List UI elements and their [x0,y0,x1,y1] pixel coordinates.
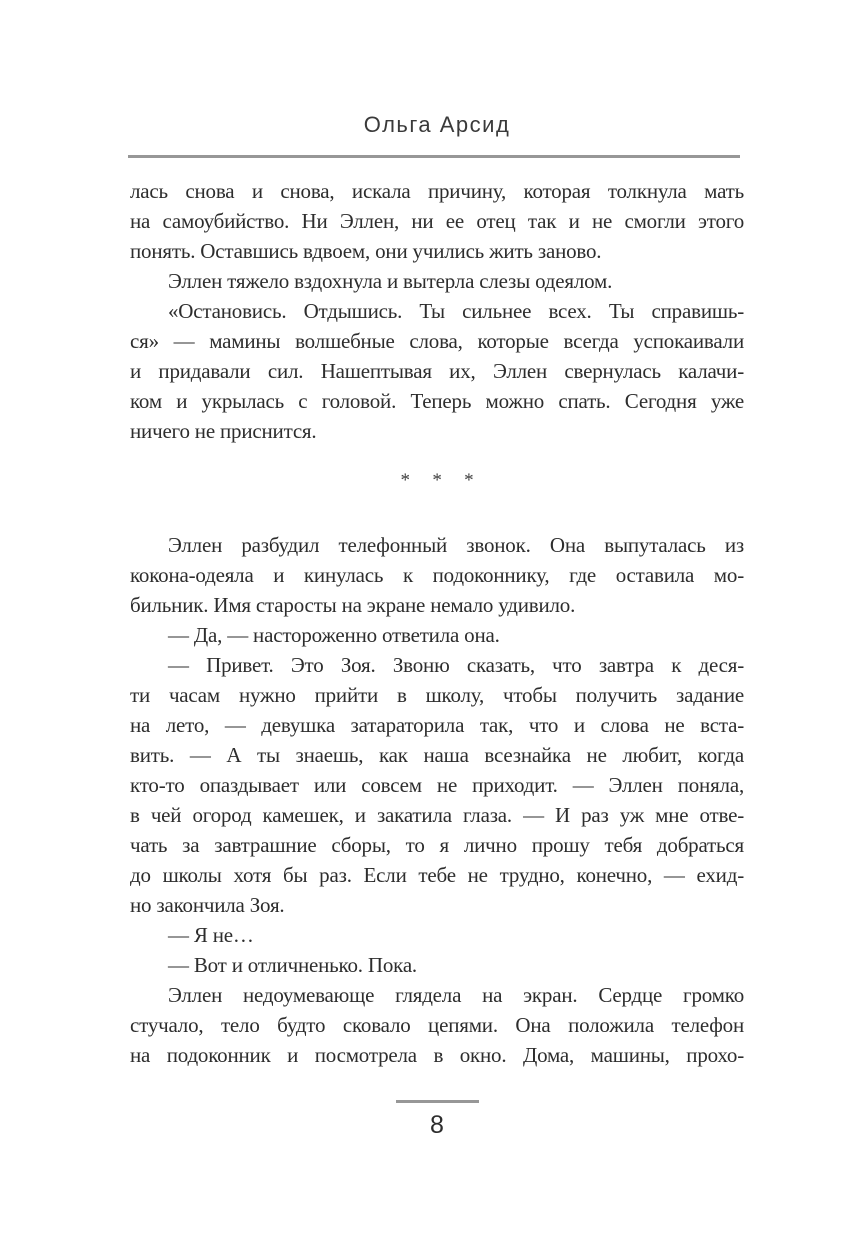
text-line: и придавали сил. Нашептывая их, Эллен свернулась калачи- [130,359,744,383]
text-line: — Вот и отличненько. Пока. [168,953,417,977]
text-line: стучало, тело будто сковало цепями. Она положила телефон [130,1013,744,1037]
text-line: кокона-одеяла и кинулась к подоконнику, где оставила мо- [130,563,744,587]
text-line: лась снова и снова, искала причину, которая толкнула мать [130,179,744,203]
text-line: кто-то опаздывает или совсем не приходит. — Эллен поняла, [130,773,744,797]
text-line: но закончила Зоя. [130,893,285,917]
body-text [130,176,744,1070]
text-line: вить. — А ты знаешь, как наша всезнайка не любит, когда [130,743,744,767]
text-line: на самоубийство. Ни Эллен, ни ее отец так и не смогли этого [130,209,744,233]
running-header-author: Ольга Арсид [363,112,511,137]
text-line: — Привет. Это Зоя. Звоню сказать, что завтра к деся- [168,653,744,677]
text-line: — Я не… [168,923,254,947]
text-line: ком и укрылась с головой. Теперь можно спать. Сегодня уже [130,389,744,413]
text-line: до школы хотя бы раз. Если тебе не трудно, конечно, — ехид- [130,863,744,887]
text-line: Эллен недоумевающе глядела на экран. Сердце громко [168,983,744,1007]
text-line: бильник. Имя старосты на экране немало удивило. [130,593,576,617]
text-line: Эллен тяжело вздохнула и вытерла слезы одеялом. [168,269,613,293]
text-line: чать за завтрашние сборы, то я лично прошу тебя добраться [130,833,744,857]
page-number: 8 [430,1111,444,1139]
text-line: Эллен разбудил телефонный звонок. Она выпуталась из [168,533,744,557]
text-line: — Да, — настороженно ответила она. [168,623,500,647]
text-line: ся» — мамины волшебные слова, которые всегда успокаивали [130,329,744,353]
header-rule [128,155,740,158]
text-line: на подоконник и посмотрела в окно. Дома, машины, прохо- [130,1043,744,1067]
text-line: на лето, — девушка затараторила так, что и слова не вста- [130,713,744,737]
section-separator: * * * [400,470,474,491]
footer-rule [396,1100,479,1103]
text-line: ти часам нужно прийти в школу, чтобы получить задание [130,683,744,707]
text-line: ничего не приснится. [130,419,317,443]
text-line: в чей огород камешек, и закатила глаза. — И раз уж мне отве- [130,803,744,827]
text-line: «Остановись. Отдышись. Ты сильнее всех. Ты справишь- [168,299,744,323]
text-line: понять. Оставшись вдвоем, они учились жить заново. [130,239,602,263]
